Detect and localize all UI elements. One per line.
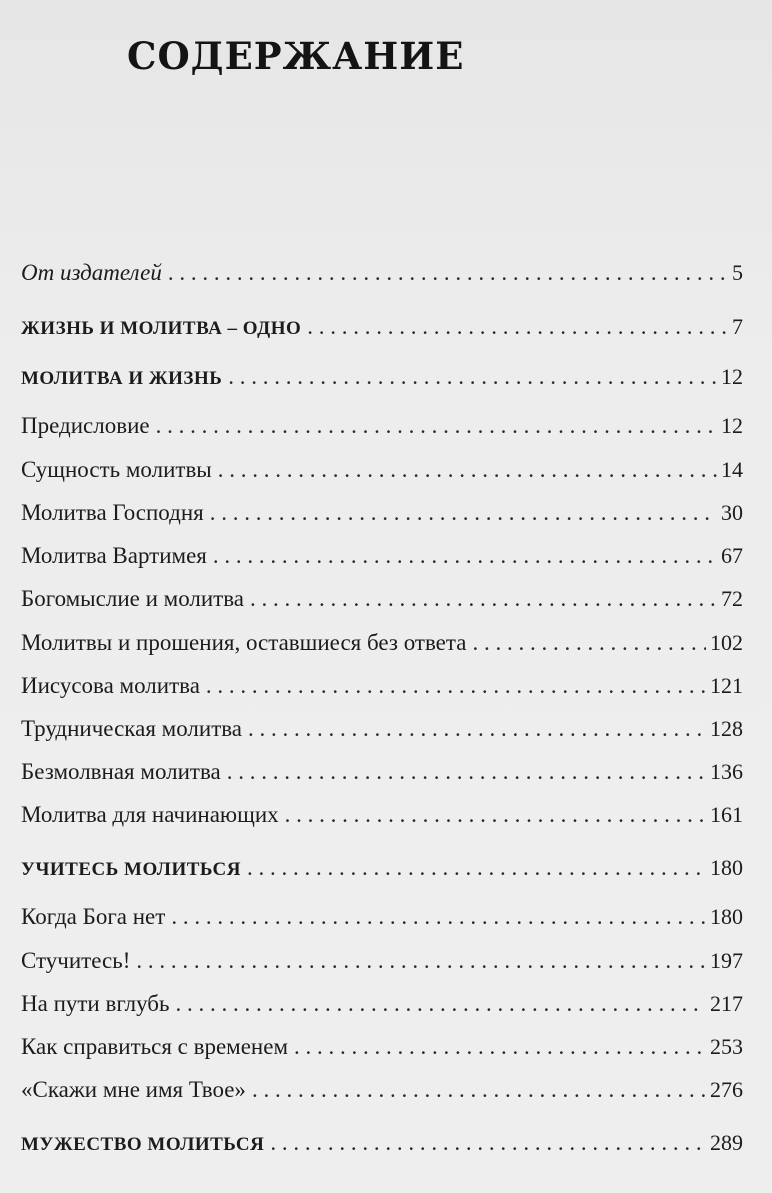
toc-entry-page: 180 (710, 904, 743, 929)
toc-entry-title: УЧИТЕСЬ МОЛИТЬСЯ (21, 859, 241, 880)
dot-leader (252, 1075, 706, 1105)
toc-entry (21, 714, 743, 744)
toc-entry-page: 217 (710, 991, 743, 1016)
toc-entry-title: «Скажи мне имя Твое» (21, 1077, 246, 1102)
dot-leader (213, 541, 717, 571)
toc-entry-page: 253 (710, 1034, 743, 1059)
toc-entry-title: Стучитесь! (21, 948, 131, 973)
toc-entry-page: 12 (721, 364, 743, 389)
toc-section-entry (21, 362, 743, 394)
dot-leader (248, 714, 706, 744)
toc-entry-title: Богомыслие и молитва (21, 586, 245, 611)
toc-entry-page: 72 (721, 586, 743, 611)
toc-entry-title: МУЖЕСТВО МОЛИТЬСЯ (21, 1134, 265, 1155)
toc-entry (21, 628, 743, 658)
toc-entry-title: От издателей (21, 260, 162, 285)
dot-leader (136, 946, 706, 976)
toc-entry (21, 989, 743, 1019)
toc-entry-title: Трудническая молитва (21, 716, 243, 741)
dot-leader (294, 1032, 706, 1062)
toc-entry-title: На пути вглубь (21, 991, 170, 1016)
toc-section-entry (21, 312, 743, 344)
toc-entry-page: 276 (710, 1077, 743, 1102)
toc-entry-page: 5 (732, 260, 743, 285)
toc-entry (21, 411, 743, 441)
dot-leader (270, 1128, 706, 1158)
toc-entry-page: 102 (710, 630, 743, 655)
toc-entry-page: 7 (732, 314, 743, 339)
toc-entry-page: 14 (721, 457, 743, 482)
toc-entry-title: Молитва Господня (21, 500, 204, 525)
toc-entry (21, 671, 743, 701)
toc-entry-title: Молитва Вартимея (21, 543, 207, 568)
toc-entry-title: Предисловие (21, 413, 150, 438)
toc-entry-page: 30 (721, 500, 743, 525)
toc-entry (21, 946, 743, 976)
toc-entry (21, 1075, 743, 1105)
toc-entry (21, 258, 743, 288)
toc-entry-page: 121 (710, 673, 743, 698)
toc-entry-title: Сущность молитвы (21, 457, 212, 482)
toc-entry-title: ЖИЗНЬ И МОЛИТВА – ОДНО (21, 318, 302, 339)
dot-leader (250, 584, 717, 614)
toc-entry-title: Как справиться с временем (21, 1034, 289, 1059)
toc-entry-title: Молитвы и прошения, оставшиеся без ответа (21, 630, 467, 655)
toc-entry (21, 757, 743, 787)
toc-entry (21, 498, 743, 528)
toc-entry (21, 541, 743, 571)
toc-entry-page: 12 (721, 413, 743, 438)
toc-entry-page: 180 (710, 855, 743, 880)
dot-leader (285, 800, 706, 830)
toc-entry-title: Безмолвная молитва (21, 759, 221, 784)
toc-entry (21, 584, 743, 614)
dot-leader (218, 455, 717, 485)
dot-leader (156, 411, 717, 441)
dot-leader (171, 902, 706, 932)
dot-leader (206, 671, 706, 701)
toc-section-entry (21, 853, 743, 885)
dot-leader (247, 853, 706, 883)
toc-entry (21, 902, 743, 932)
toc-entry (21, 455, 743, 485)
toc-entry-page: 67 (721, 543, 743, 568)
dot-leader (227, 757, 706, 787)
toc-entry (21, 800, 743, 830)
toc-entry-page: 197 (710, 948, 743, 973)
dot-leader (210, 498, 717, 528)
toc-section-entry (21, 1128, 743, 1160)
toc-entry-title: Молитва для начинающих (21, 802, 279, 827)
toc-entry-title: МОЛИТВА И ЖИЗНЬ (21, 368, 223, 389)
dot-leader (175, 989, 706, 1019)
page-title: СОДЕРЖАНИЕ (127, 34, 465, 78)
dot-leader (228, 362, 717, 392)
dot-leader (472, 628, 706, 658)
toc-entry (21, 1032, 743, 1062)
toc-entry-page: 136 (710, 759, 743, 784)
toc-entry-page: 289 (710, 1130, 743, 1155)
dot-leader (307, 312, 728, 342)
toc-entry-page: 128 (710, 716, 743, 741)
toc-entry-page: 161 (710, 802, 743, 827)
toc-entry-title: Когда Бога нет (21, 904, 166, 929)
dot-leader (168, 258, 728, 288)
toc-entry-title: Иисусова молитва (21, 673, 200, 698)
